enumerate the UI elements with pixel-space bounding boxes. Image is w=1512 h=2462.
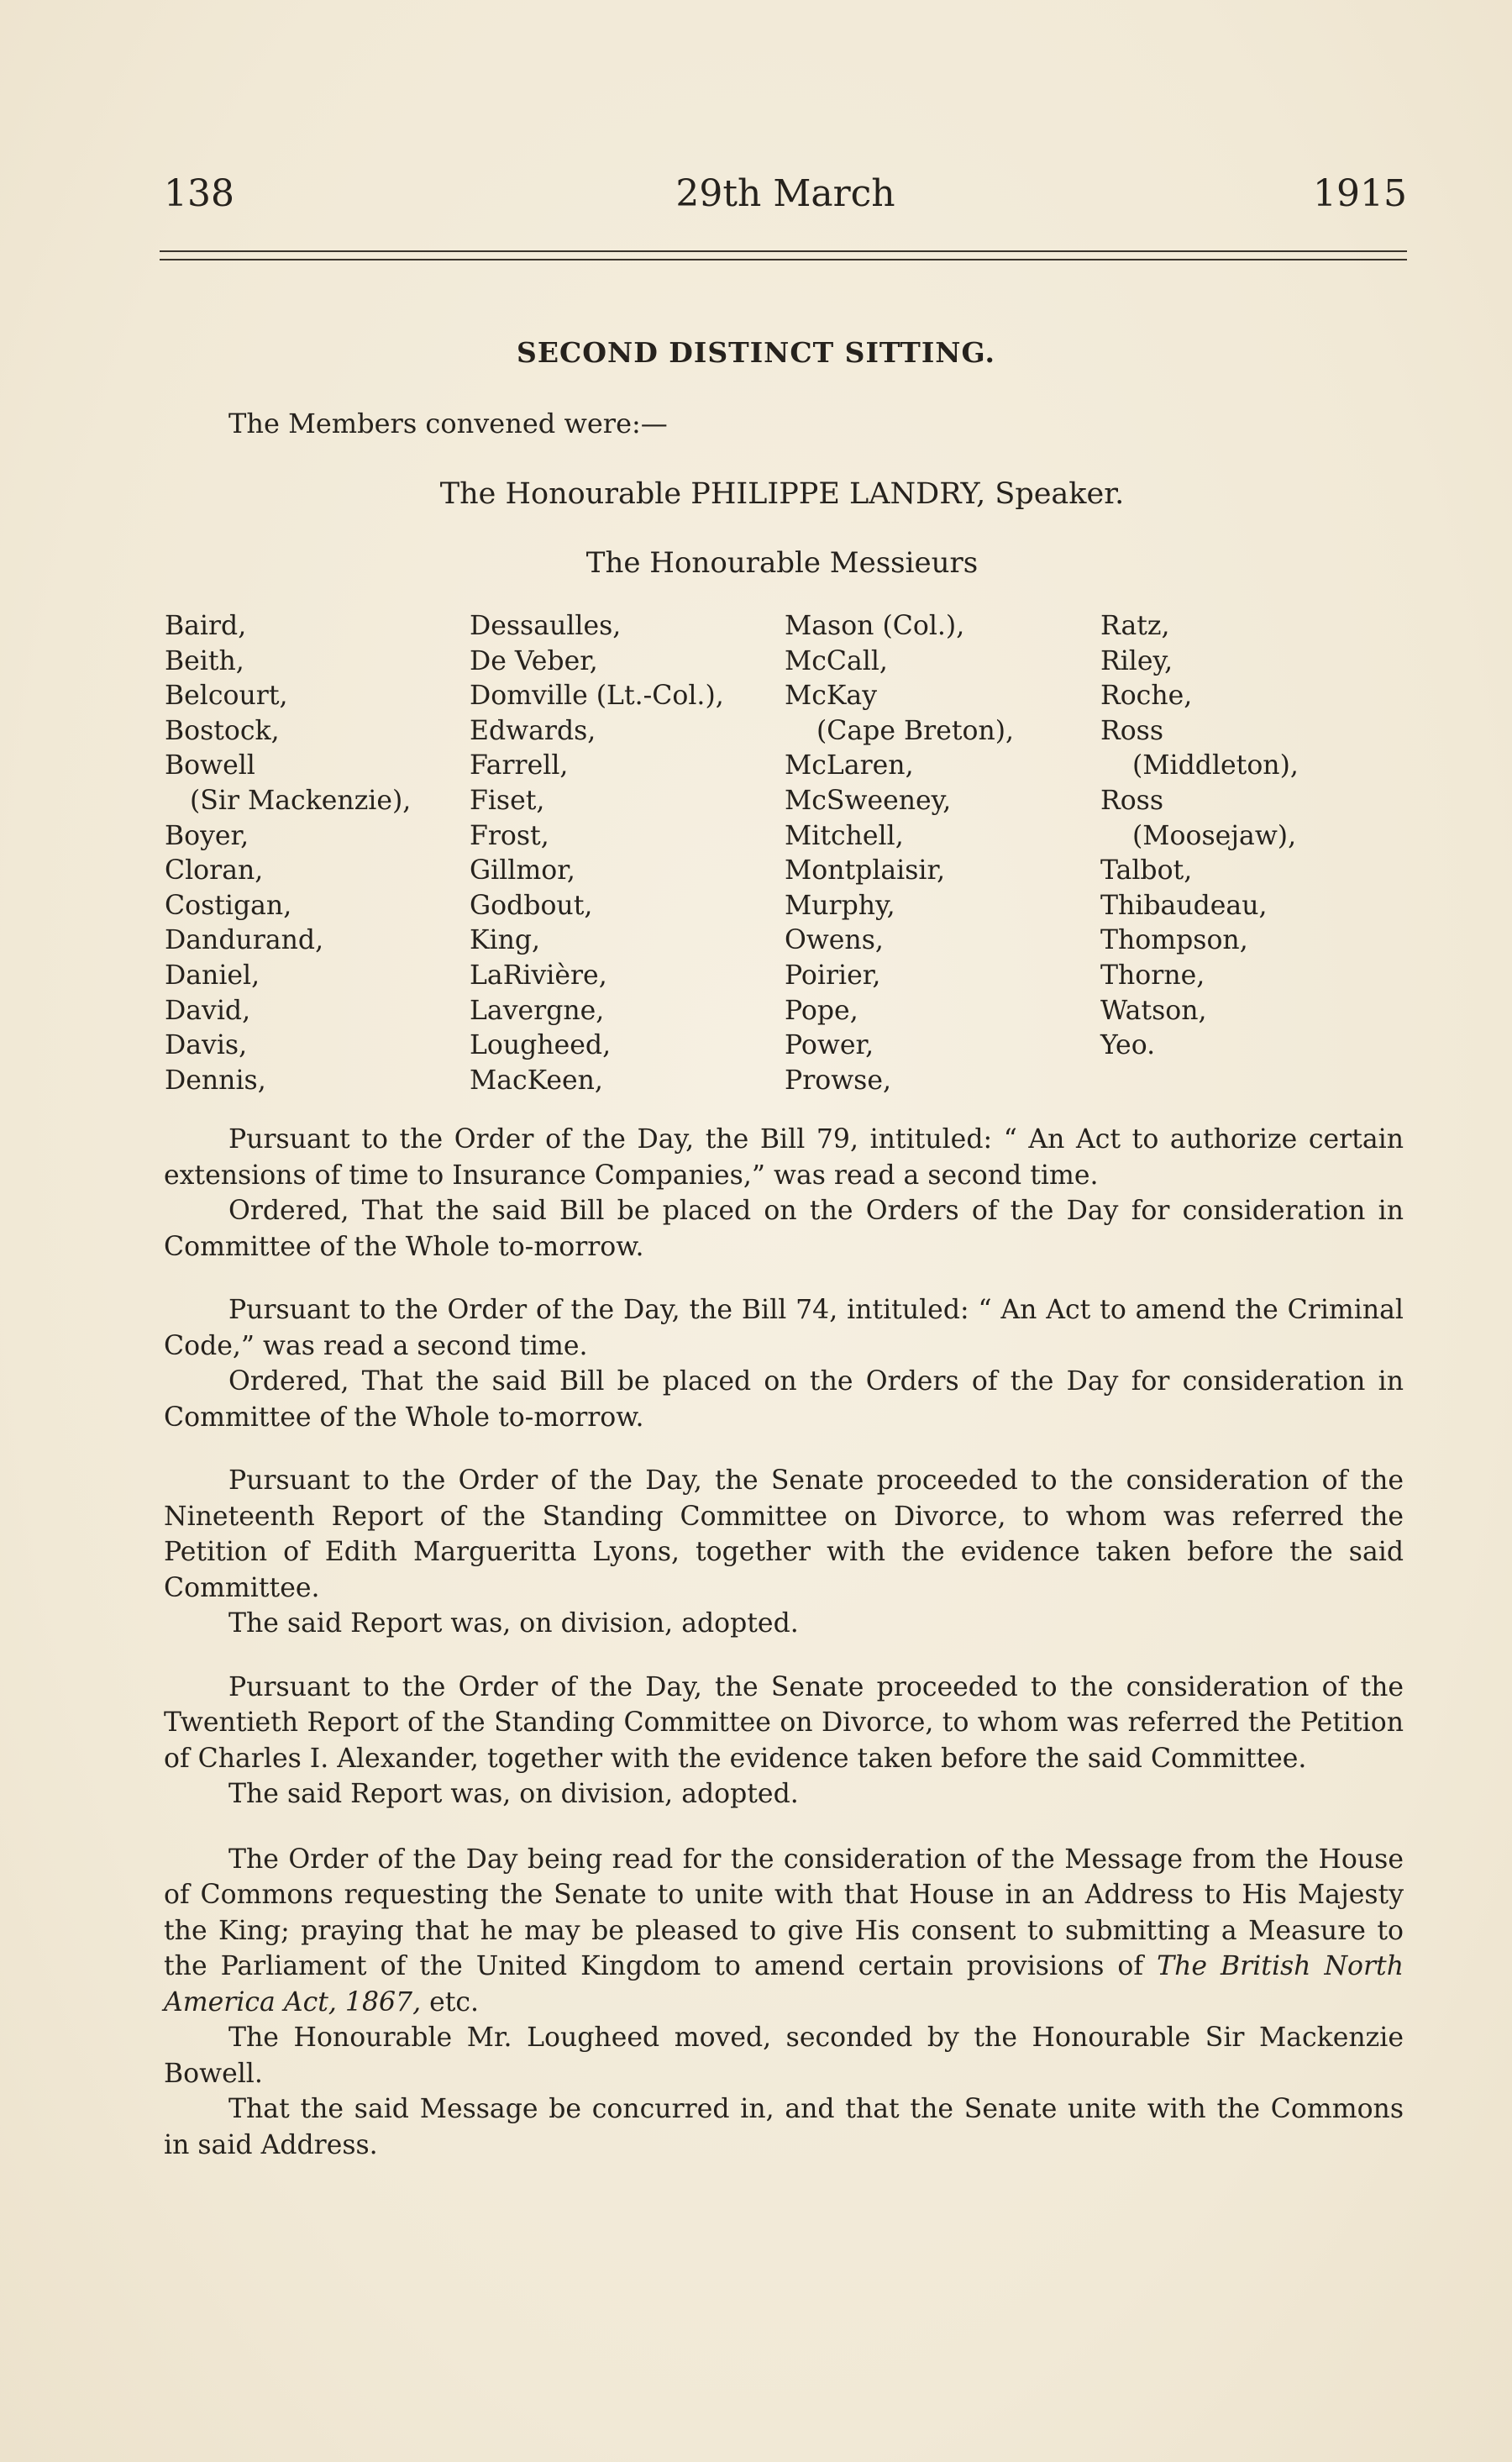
member-name: Dandurand, <box>165 925 324 956</box>
member-name: Farrell, <box>470 750 569 781</box>
member-name: Owens, <box>785 925 884 956</box>
member-name: Power, <box>785 1030 874 1061</box>
member-name: Edwards, <box>470 715 596 746</box>
message-text-end: etc. <box>421 1986 480 2017</box>
member-name: Talbot, <box>1100 855 1193 886</box>
member-name: Poirier, <box>785 960 881 991</box>
member-name: Thorne, <box>1100 960 1205 991</box>
member-name: Frost, <box>470 820 549 851</box>
member-name: MacKeen, <box>470 1065 603 1096</box>
member-name: Fiset, <box>470 785 545 816</box>
member-name: Daniel, <box>165 960 260 991</box>
member-name: Godbout, <box>470 890 593 921</box>
members-column-3 <box>785 609 1014 1098</box>
paragraph-report-adopted-1: The said Report was, on division, adopted. <box>228 1608 799 1639</box>
member-name: Ross <box>1100 715 1164 746</box>
member-name: McKay <box>785 681 878 712</box>
paragraph-bill-79: Pursuant to the Order of the Day, the Bill 79, intituled: “ An Act to authorize certain extensions of time to Insurance Companies,” was read a second time. <box>164 1124 1404 1191</box>
header-rule-top <box>160 250 1407 252</box>
member-name: Watson, <box>1100 995 1207 1026</box>
member-name: Montplaisir, <box>785 855 946 886</box>
convened-line: The Members convened were:— <box>228 408 668 439</box>
header-rule-bottom <box>160 259 1407 260</box>
member-name: McSweeney, <box>785 785 952 816</box>
member-name: Bowell <box>165 750 255 781</box>
member-name: King, <box>470 925 541 956</box>
member-name: Riley, <box>1100 645 1173 676</box>
paragraph-report-adopted-2: The said Report was, on division, adopted. <box>228 1779 799 1809</box>
member-name: David, <box>165 995 251 1026</box>
member-name: Beith, <box>165 645 244 676</box>
member-name: Baird, <box>165 611 247 641</box>
paragraph-twentieth-report: Pursuant to the Order of the Day, the Senate proceeded to the consideration of the Twentieth Report of the Standing Committee on Divorce, to whom was referred the Petition of Charles I. Alexander, together with the evidence taken before the said Committee. <box>164 1671 1404 1774</box>
members-column-1 <box>165 609 411 1098</box>
member-name: Roche, <box>1100 681 1193 712</box>
member-name: (Middleton), <box>1132 750 1299 781</box>
member-name: Thibaudeau, <box>1100 890 1268 921</box>
member-name: (Moosejaw), <box>1132 820 1297 851</box>
member-name: Mason (Col.), <box>785 611 965 641</box>
member-name: Mitchell, <box>785 820 904 851</box>
member-name: (Cape Breton), <box>816 715 1015 746</box>
member-name: (Sir Mackenzie), <box>190 785 412 816</box>
speaker-line: The Honourable PHILIPPE LANDRY, Speaker. <box>439 477 1125 511</box>
members-column-4 <box>1100 609 1299 1064</box>
member-name: LaRivière, <box>470 960 607 991</box>
paragraph-commons-message <box>164 1842 1404 2021</box>
member-name: Pope, <box>785 995 858 1026</box>
member-name: Lougheed, <box>470 1030 612 1061</box>
member-name: Lavergne, <box>470 995 605 1026</box>
member-name: Belcourt, <box>165 681 288 712</box>
page-header <box>164 172 1407 223</box>
member-name: Prowse, <box>785 1065 891 1096</box>
proceedings-text <box>164 1122 1404 2163</box>
paragraph-order-bill-79: Ordered, That the said Bill be placed on the Orders of the Day for consideration in Committee of the Whole to-morrow. <box>164 1196 1404 1262</box>
member-name: McCall, <box>785 645 888 676</box>
paragraph-resolution: That the said Message be concurred in, and that the Senate unite with the Commons in said Address. <box>164 2094 1404 2160</box>
paragraph-motion: The Honourable Mr. Lougheed moved, seconded by the Honourable Sir Mackenzie Bowell. <box>164 2023 1404 2089</box>
member-name: Dessaulles, <box>470 611 622 641</box>
members-column-2 <box>470 609 724 1098</box>
member-name: McLaren, <box>785 750 914 781</box>
header-date: 29th March <box>675 172 895 215</box>
member-name: Dennis, <box>165 1065 266 1096</box>
paragraph-nineteenth-report: Pursuant to the Order of the Day, the Senate proceeded to the consideration of the Nineteenth Report of the Standing Committee on Divorce, to whom was referred the Petition of Edith Margueritta Lyons, together with the evidence taken before the said Committee. <box>164 1465 1404 1603</box>
member-name: Boyer, <box>165 820 249 851</box>
member-name: Yeo. <box>1100 1030 1156 1061</box>
page-number: 138 <box>164 172 234 215</box>
member-name: Costigan, <box>165 890 292 921</box>
member-name: Gillmor, <box>470 855 575 886</box>
member-name: Murphy, <box>785 890 895 921</box>
member-name: Ratz, <box>1100 611 1170 641</box>
member-name: De Veber, <box>470 645 598 676</box>
member-name: Domville (Lt.-Col.), <box>470 681 724 712</box>
paragraph-bill-74: Pursuant to the Order of the Day, the Bill 74, intituled: “ An Act to amend the Criminal Code,” was read a second time. <box>164 1295 1404 1361</box>
member-name: Ross <box>1100 785 1164 816</box>
paragraph-order-bill-74: Ordered, That the said Bill be placed on the Orders of the Day for consideration in Committee of the Whole to-morrow. <box>164 1366 1404 1433</box>
header-year: 1915 <box>1313 172 1407 215</box>
message-text: The Order of the Day being read for the consideration of the Message from the House of Commons requesting the Senate to unite with that House in an Address to His Majesty the King; praying that he may be pleased to give His consent to submitting a Measure to the Parliament of the United Kingdom to amend certain provisions of <box>164 1844 1404 1981</box>
member-name: Davis, <box>165 1030 248 1061</box>
member-name: Cloran, <box>165 855 264 886</box>
sitting-title: SECOND DISTINCT SITTING. <box>517 336 995 369</box>
act-title: The British North America Act, 1867, <box>164 1951 1404 2017</box>
messieurs-heading: The Honourable Messieurs <box>585 546 979 580</box>
member-name: Bostock, <box>165 715 280 746</box>
member-name: Thompson, <box>1100 925 1248 956</box>
